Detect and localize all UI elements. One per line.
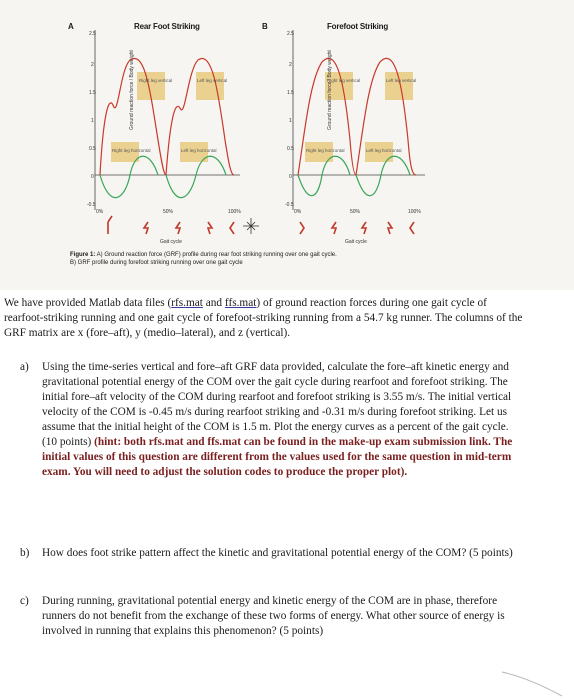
panel-a-left-vertical-box xyxy=(196,72,224,100)
intro-text: and xyxy=(202,297,225,309)
foot-silhouettes xyxy=(108,216,414,234)
pen-mark-icon xyxy=(500,666,570,700)
rfs-file-link[interactable]: rfs.mat xyxy=(171,297,203,309)
panel-a-right-horizontal-curve xyxy=(100,156,158,197)
question-c-label: c) xyxy=(20,595,29,607)
panel-a-letter: A xyxy=(68,22,74,31)
figure-1 xyxy=(0,0,574,290)
foot-icon xyxy=(176,222,180,234)
panel-a-left-vertical-label: Left leg vertical xyxy=(197,78,228,83)
panel-b-ylabel: Ground reaction force / Body weight xyxy=(327,50,333,130)
panel-b-xtick: 50% xyxy=(350,209,361,215)
foot-icon xyxy=(208,222,212,234)
question-a-hint: (hint: both rfs.mat and ffs.mat can be found in the make-up exam submission link. The initial values of this question are different from the values used for the same question in mid-term exam. You will need to adjust the solution codes to produce the proper plot). xyxy=(42,436,513,478)
panel-b-ytick: 2 xyxy=(289,62,292,68)
panel-b-ytick: -0.5 xyxy=(285,202,294,208)
panel-a-left-horizontal-label: Left leg horizontal xyxy=(181,148,217,153)
panel-a-title: Rear Foot Striking xyxy=(134,22,200,31)
panel-b-left-horizontal-curve xyxy=(356,156,410,195)
panel-b-right-horizontal-curve xyxy=(298,156,350,195)
question-a-text xyxy=(42,360,522,480)
figure-caption xyxy=(70,251,510,267)
panel-a-xtick: 0% xyxy=(96,209,104,215)
panel-b-left-horizontal-label: Left leg horizontal xyxy=(366,148,402,153)
panel-b-left-vertical-label: Left leg vertical xyxy=(386,78,417,83)
panel-b-xtick: 100% xyxy=(408,209,421,215)
panel-a-ytick: 0.5 xyxy=(89,146,96,152)
intro-text: We have provided Matlab data files ( xyxy=(4,297,172,309)
question-b-text: How does foot strike pattern affect the kinetic and gravitational potential energy of the COM? (5 points) xyxy=(42,547,513,559)
foot-icon xyxy=(410,222,414,234)
panel-a-left-horizontal-curve xyxy=(166,156,226,197)
foot-icon xyxy=(300,222,304,234)
caption-line-2: B) GRF profile during forefoot striking running over one gait cycle xyxy=(70,260,243,266)
panel-b-letter: B xyxy=(262,22,268,31)
panel-b-right-vertical-label: Right leg vertical xyxy=(327,78,361,83)
intro-paragraph xyxy=(4,296,524,341)
panel-b-right-horizontal-label: Right leg horizontal xyxy=(306,148,345,153)
panel-a-ytick: -0.5 xyxy=(87,202,96,208)
panel-a-right-vertical-label: Right leg vertical xyxy=(139,78,173,83)
question-c-text: During running, gravitational potential energy and kinetic energy of the COM are in phase, therefore runners do not benefit from the exchange of these two forms of energy. What other source of energy is involved in running that explains this phenomenon? (5 points) xyxy=(42,595,505,637)
foot-icon xyxy=(108,216,112,234)
question-a-label: a) xyxy=(20,361,29,373)
panel-a-ylabel: Ground reaction force / Body weight xyxy=(129,50,135,130)
panel-a-ytick: 0 xyxy=(91,174,94,180)
question-a xyxy=(20,360,520,520)
panel-a-xtick: 100% xyxy=(228,209,241,215)
panel-b-ytick: 0 xyxy=(289,174,292,180)
panel-b-ytick: 1.5 xyxy=(287,90,294,96)
foot-icon xyxy=(388,222,392,234)
question-b-label: b) xyxy=(20,547,30,559)
panel-b-ytick: 2.5 xyxy=(287,31,294,37)
ffs-file-link[interactable]: ffs.mat xyxy=(224,297,257,309)
panel-b-ytick: 0.5 xyxy=(287,146,294,152)
question-a-body: Using the time-series vertical and fore–aft GRF data provided, calculate the fore–aft kinetic energy and gravitational potential energy of the COM over the gait cycle during rearfoot and forefoot striking. The initial fore–aft velocity of the COM during rearfoot and forefoot striking is 3.55 m/s. The initial vertical velocity of the COM is -0.45 m/s during rearfoot striking and -0.31 m/s during forefoot striking. Let us assume that the initial height of the COM is 1.5 m. Plot the energy curves as a percent of the gait cycle. (10 points) xyxy=(42,361,512,448)
foot-icon xyxy=(332,222,336,234)
foot-icon xyxy=(144,222,148,234)
panel-a-plot xyxy=(95,30,240,210)
panel-a-xtick: 50% xyxy=(163,209,174,215)
panel-b-left-vertical-box xyxy=(385,72,413,100)
panel-b-xtick: 0% xyxy=(294,209,302,215)
panel-b-ytick: 1 xyxy=(289,118,292,124)
intro-text: ) of ground reaction forces during one gait cycle of rearfoot-striking running and one gait cycle of forefoot-striking running from a 54.7 kg runner. The columns of the GRF matrix are x (fore–aft), y (medio–lateral), and z (vertical). xyxy=(4,297,523,339)
foot-icon xyxy=(362,222,366,234)
panel-b-title: Forefoot Striking xyxy=(327,22,389,31)
question-b xyxy=(20,546,520,580)
foot-icon xyxy=(230,222,234,234)
panel-a-xlabel: Gait cycle xyxy=(160,239,182,245)
panel-a-ytick: 2 xyxy=(91,62,94,68)
grf-figure-graphic xyxy=(0,0,574,250)
question-c xyxy=(20,594,520,658)
panel-b-xlabel: Gait cycle xyxy=(345,239,367,245)
caption-line-1: A) Ground reaction force (GRF) profile during rear foot striking running over one gait cycle. xyxy=(95,252,337,258)
panel-a-ytick: 1.5 xyxy=(89,90,96,96)
panel-a-ytick: 2.5 xyxy=(89,31,96,37)
panel-a-right-horizontal-label: Right leg horizontal xyxy=(112,148,151,153)
panel-a-ytick: 1 xyxy=(91,118,94,124)
cursor-icon xyxy=(243,218,259,234)
panel-b-plot xyxy=(293,30,425,210)
caption-label: Figure 1: xyxy=(70,252,96,258)
